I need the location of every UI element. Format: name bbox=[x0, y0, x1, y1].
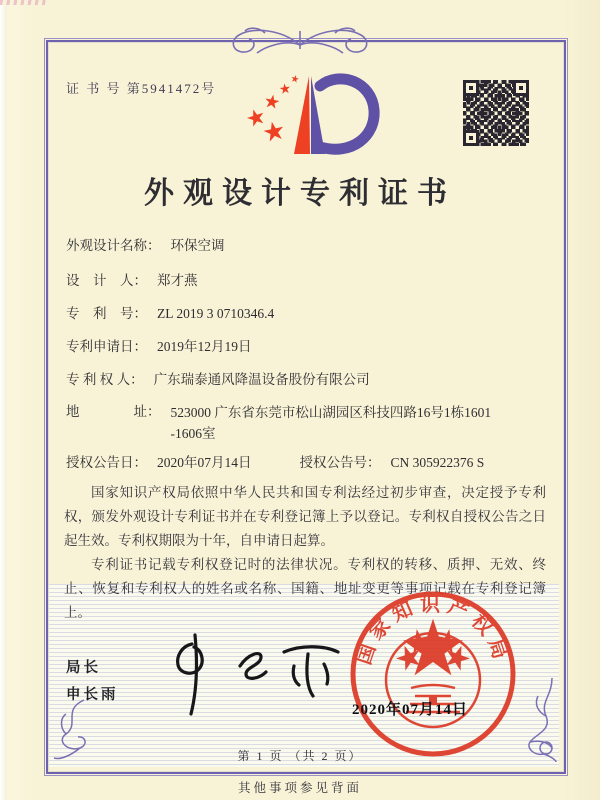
commissioner-signature bbox=[158, 628, 353, 720]
spacer bbox=[252, 453, 300, 472]
certificate-fields bbox=[66, 236, 546, 472]
qr-finder-icon bbox=[463, 130, 479, 146]
legal-paragraph-1: 国家知识产权局依照中华人民共和国专利法经过初步审查，决定授予专利权，颁发外观设计专利证书并在专利登记簿上予以登记。专利权自授权公告之日起生效。专利权期限为十年，自申请日起算。 bbox=[64, 485, 546, 548]
field-label: 专利申请日： bbox=[66, 339, 147, 354]
field-value: ZL 2019 3 0710346.4 bbox=[157, 306, 275, 321]
logo-p-bowl bbox=[320, 79, 374, 149]
legal-paragraph-2: 专利证书记载专利权登记时的法律状况。专利权的转移、质押、无效、终止、恢复和专利权人的姓名或名称、国籍、地址变更等事项记载在专利登记簿上。 bbox=[64, 557, 546, 620]
field-value: CN 305922376 S bbox=[390, 455, 485, 470]
back-side-note: 其他事项参见背面 bbox=[237, 781, 362, 795]
field-grant-row bbox=[66, 453, 546, 472]
scan-edge-artifact bbox=[0, 0, 46, 5]
field-label: 专 利 号： bbox=[66, 306, 147, 321]
qr-code bbox=[463, 80, 529, 146]
scan-edge bbox=[0, 0, 7, 800]
field-label: 授权公告号： bbox=[299, 455, 381, 470]
qr-finder-icon bbox=[513, 80, 529, 96]
field-label: 授权公告日： bbox=[66, 455, 147, 470]
cnipa-logo bbox=[236, 68, 392, 168]
field-value: 523000 广东省东莞市松山湖园区科技四路16号1栋1601-1606室 bbox=[170, 405, 492, 441]
field-value: 郑才燕 bbox=[157, 273, 198, 288]
field-address bbox=[66, 402, 546, 444]
field-value: 广东瑞泰通风降温设备股份有限公司 bbox=[153, 372, 370, 387]
field-value: 2020年07月14日 bbox=[157, 455, 252, 470]
qr-finder-icon bbox=[463, 80, 479, 96]
certificate-number: 证 书 号 第5941472号 bbox=[66, 81, 217, 96]
seal-date: 2020年07月14日 bbox=[352, 702, 469, 718]
page-number: 第 1 页 （共 2 页） bbox=[237, 749, 363, 763]
field-label: 地 址： bbox=[66, 404, 161, 419]
field-value: 2019年12月19日 bbox=[157, 339, 252, 354]
logo-stars-icon bbox=[245, 74, 300, 142]
certificate-title: 外观设计专利证书 bbox=[144, 177, 456, 210]
top-border-ornament-icon bbox=[205, 19, 395, 63]
field-filing-date bbox=[66, 337, 546, 356]
field-design-name bbox=[66, 236, 546, 255]
commissioner-title: 局长 bbox=[66, 660, 101, 676]
official-seal bbox=[347, 588, 519, 760]
field-label: 设 计 人： bbox=[66, 273, 147, 288]
field-label: 外观设计名称： bbox=[66, 238, 161, 253]
commissioner-name: 申长雨 bbox=[66, 687, 119, 703]
seal-text: 国家知识产权局 bbox=[353, 594, 513, 668]
field-patentee bbox=[66, 370, 546, 389]
field-patent-number bbox=[66, 304, 546, 323]
field-value: 环保空调 bbox=[170, 238, 225, 253]
logo-wedge-red bbox=[294, 76, 310, 154]
field-label: 专 利 权 人： bbox=[66, 372, 144, 387]
field-designer bbox=[66, 271, 546, 290]
